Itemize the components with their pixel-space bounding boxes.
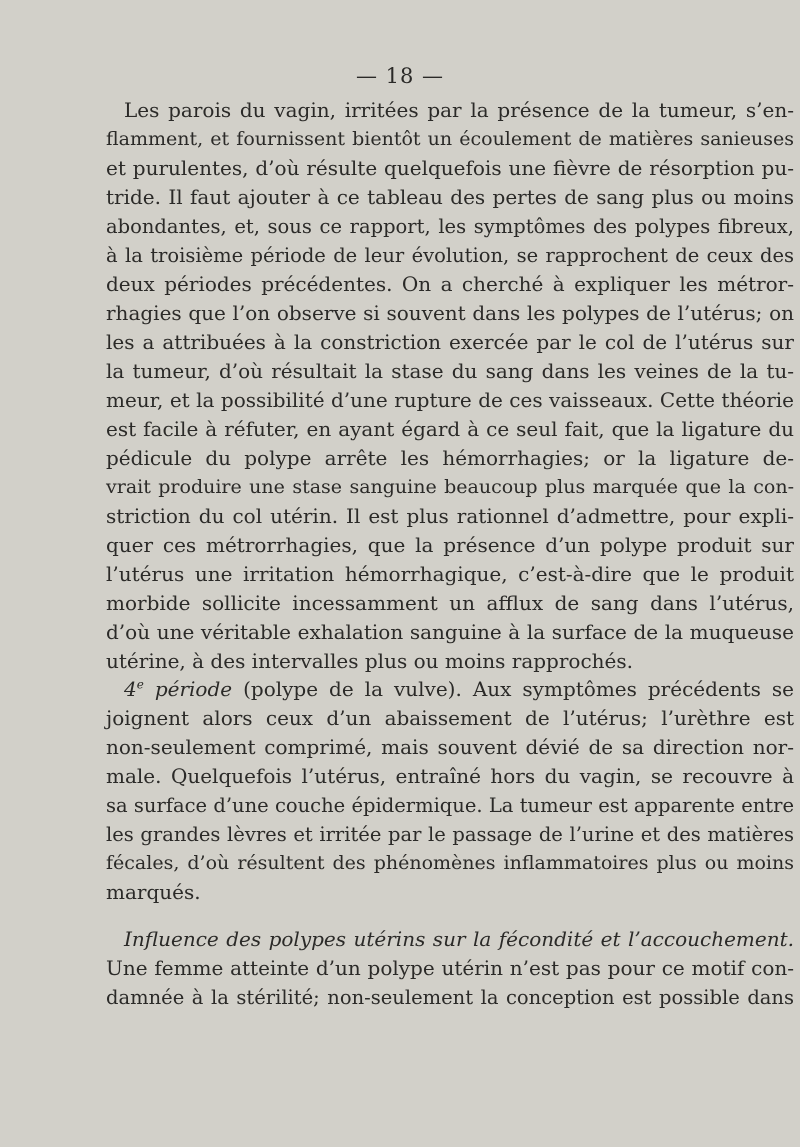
text-line: Les parois du vagin, irritées par la présence de la tumeur, s’en- (124, 98, 794, 122)
text-line: sa surface d’une couche épidermique. La tumeur est apparente entre (106, 794, 794, 817)
page-number: — 18 — (355, 64, 445, 88)
period-superscript: e (136, 677, 144, 692)
text-line: striction du col utérin. Il est plus rationnel d’admettre, pour expli- (106, 504, 794, 528)
text-line: rhagies que l’on observe si souvent dans les polypes de l’utérus; on (106, 301, 794, 325)
text-line: abondantes, et, sous ce rapport, les symptômes des polypes fibreux, (106, 215, 794, 238)
period-word: période (154, 677, 233, 701)
text-line: à la troisième période de leur évolution, se rapprochent de ceux des (106, 244, 794, 267)
paragraph-fourth-period (106, 675, 794, 907)
text-line: et purulentes, d’où résulte quelquefois une fièvre de résorption pu- (106, 156, 794, 180)
text-line: la tumeur, d’où résultait la stase du sang dans les veines de la tu- (106, 359, 794, 383)
period-number: 4 (124, 677, 137, 701)
text-line: l’utérus une irritation hémorrhagique, c’est-à-dire que le produit (106, 562, 794, 586)
paragraph-fecundity (106, 925, 794, 1012)
text-line: male. Quelquefois l’utérus, entraîné hors du vagin, se recouvre à (106, 764, 794, 788)
text-line: les grandes lèvres et irritée par le passage de l’urine et des matières (106, 823, 794, 846)
text-line: fécales, d’où résultent des phénomènes inflammatoires plus ou moins (106, 852, 794, 874)
text-line: marqués. (106, 880, 201, 904)
text-line: quer ces métrorrhagies, que la présence d’un polype produit sur (106, 533, 794, 557)
text-line: flamment, et fournissent bientôt un écoulement de matières sanieuses (106, 128, 794, 150)
text-line: vrait produire une stase sanguine beaucoup plus marquée que la con- (106, 476, 794, 498)
text-line: utérine, à des intervalles plus ou moins rapprochés. (106, 649, 633, 673)
period-first-line: (polype de la vulve). Aux symptômes précédents se (243, 677, 795, 701)
paragraph-symptoms (106, 96, 794, 676)
text-line: pédicule du polype arrête les hémorrhagies; or la ligature de- (106, 446, 794, 470)
text-line: joignent alors ceux d’un abaissement de l’utérus; l’urèthre est (106, 706, 794, 730)
text-line: tride. Il faut ajouter à ce tableau des pertes de sang plus ou moins (106, 185, 794, 209)
text-line: d’où une véritable exhalation sanguine à la surface de la muqueuse (106, 620, 794, 644)
section-heading-fecundity: Influence des polypes utérins sur la fécondité et l’accouchement. (124, 927, 794, 951)
text-line: non-seulement comprimé, mais souvent dévié de sa direction nor- (106, 735, 794, 759)
section-heading-line (106, 675, 794, 704)
text-line: damnée à la stérilité; non-seulement la conception est possible dans (106, 986, 794, 1009)
text-line: les a attribuées à la constriction exercée par le col de l’utérus sur (106, 330, 794, 354)
text-line: est facile à réfuter, en ayant égard à ce seul fait, que la ligature du (106, 417, 794, 441)
text-line: morbide sollicite incessamment un afflux de sang dans l’utérus, (106, 591, 794, 615)
text-line: deux périodes précédentes. On a cherché à expliquer les métror- (106, 272, 794, 296)
text-line: meur, et la possibilité d’une rupture de ces vaisseaux. Cette théorie (106, 388, 794, 412)
text-line: Une femme atteinte d’un polype utérin n’est pas pour ce motif con- (106, 956, 794, 980)
